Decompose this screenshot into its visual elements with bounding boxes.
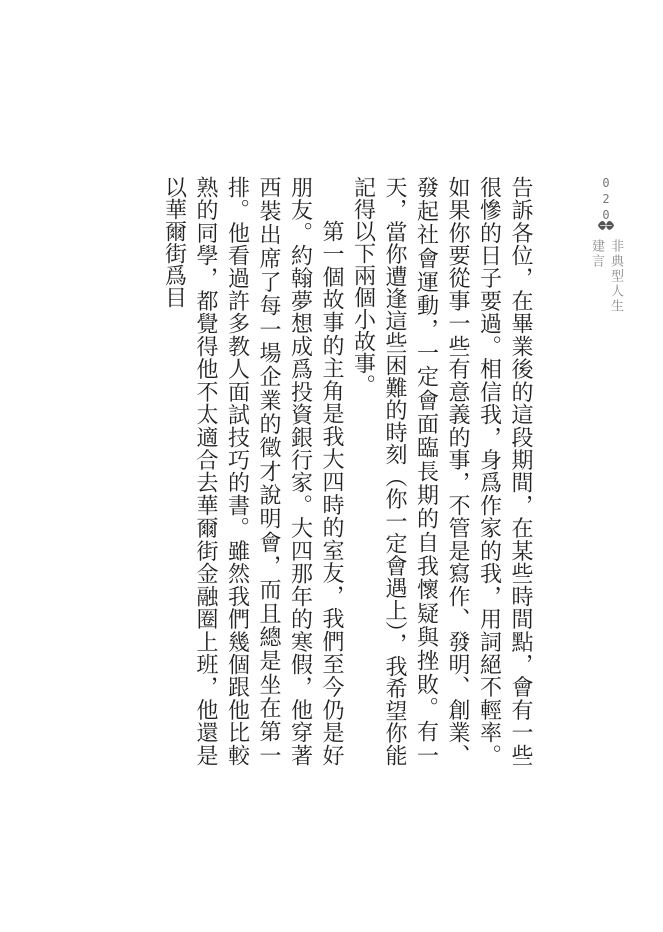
paragraph-1: 告訴各位，在畢業後的這段期間，在某些時間點，會有一些很慘的日子要過。相信我，身爲作家的我，用詞絕不輕率。如果你要從事一些有意義的事，不管是寫作、發明、創業、發起社會運動，一定會面臨長期的自我懷疑與挫敗。有一天，當你遭逢這些困難的時刻（你一定會遇上），我希望你能記得以下兩個小故事。: [350, 176, 533, 766]
running-header: [586, 176, 626, 316]
leaf-ornament-icon: [593, 218, 619, 233]
paragraph-2: 第一個故事的主角是我大四時的室友，我們至今仍是好朋友。約翰夢想成爲投資銀行家。大四那年的寒假，他穿著西裝出席了每一場企業的徵才說明會，而且總是坐在第一排。他看過許多教人面試技巧的書。雖然我們幾個跟他比較熟的同學，都覺得他不太適合去華爾街金融圈上班，他還是以華爾街爲目: [161, 176, 344, 766]
body-text: [156, 176, 536, 766]
book-title: 非典型人生建言: [589, 238, 623, 314]
page-number: 020: [599, 176, 613, 224]
